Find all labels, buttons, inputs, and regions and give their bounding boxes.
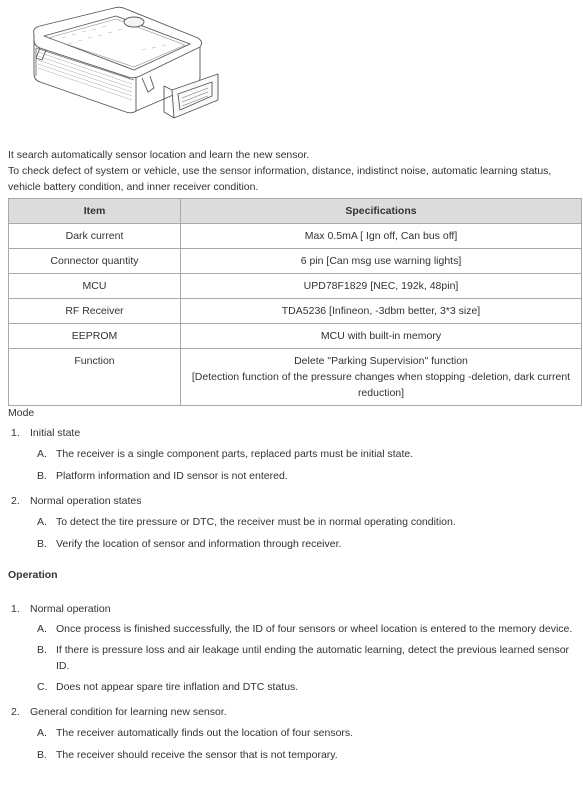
cell-spec [181,349,582,406]
cell-item: Dark current [9,224,181,249]
sub-text: To detect the tire pressure or DTC, the receiver must be in normal operating condition. [56,516,456,528]
item-number: 2. [11,706,20,718]
function-detail: [Detection function of the pressure changes when stopping -deletion, dark current reduction] [191,371,571,399]
function-line: Delete "Parking Supervision" function [294,355,468,367]
sub-text: The receiver automatically finds out the location of four sensors. [56,727,354,739]
sub-text: The receiver should receive the sensor that is not temporary. [56,749,338,761]
mode-section [8,404,578,552]
sub-item [30,725,578,741]
sub-list [30,514,578,552]
sub-text: Does not appear spare tire inflation and DTC status. [56,681,299,693]
spec-table [8,198,582,406]
item-label: Initial state [30,427,81,439]
sub-item [30,514,578,530]
sub-item [30,536,578,552]
table-row [9,249,582,274]
header-item: Item [9,199,181,224]
sub-text: Platform information and ID sensor is not entered. [56,470,288,482]
item-label: Normal operation states [30,495,142,507]
sub-letter: B. [37,749,47,761]
cell-spec: UPD78F1829 [NEC, 192k, 48pin] [181,274,582,299]
sub-letter: C. [37,681,48,693]
sub-item [30,679,578,695]
operation-section [8,566,578,763]
list-item [8,493,578,552]
cell-spec: TDA5236 [Infineon, -3dbm better, 3*3 size] [181,299,582,324]
cell-item: MCU [9,274,181,299]
sub-letter: B. [37,538,47,550]
section-title: Mode [8,407,35,419]
numbered-list [8,601,578,763]
sub-letter: A. [37,623,47,635]
sub-letter: A. [37,516,47,528]
sub-item [30,468,578,484]
item-number: 1. [11,427,20,439]
table-header-row [9,199,582,224]
sub-item [30,747,578,763]
item-label: General condition for learning new sensor. [30,706,227,718]
header-specifications: Specifications [181,199,582,224]
sub-letter: A. [37,727,47,739]
section-title: Operation [8,569,58,581]
sub-list [30,446,578,484]
sub-letter: B. [37,644,47,656]
intro-line: To check defect of system or vehicle, use the sensor information, distance, indistinct noise, automatic learning status, [8,165,552,177]
sub-item [30,621,578,637]
table-row [9,224,582,249]
sub-text: If there is pressure loss and air leakage until ending the automatic learning, detect the previous learned sensor ID. [56,644,570,672]
cell-item: Function [9,349,181,406]
intro-text [8,147,578,195]
cell-item: RF Receiver [9,299,181,324]
receiver-illustration [22,4,222,140]
intro-line: It search automatically sensor location and learn the new sensor. [8,149,310,161]
sub-letter: B. [37,470,47,482]
item-label: Normal operation [30,603,111,615]
sub-letter: A. [37,448,47,460]
cell-item: Connector quantity [9,249,181,274]
intro-line: vehicle battery condition, and inner receiver condition. [8,181,259,193]
list-item [8,601,578,695]
list-item [8,704,578,763]
cell-spec: MCU with built-in memory [181,324,582,349]
sub-item [30,642,578,674]
table-row [9,349,582,406]
sub-text: The receiver is a single component parts, replaced parts must be initial state. [56,448,414,460]
cell-spec: Max 0.5mA [ Ign off, Can bus off] [181,224,582,249]
sub-item [30,446,578,462]
cell-item: EEPROM [9,324,181,349]
sub-text: Verify the location of sensor and information through receiver. [56,538,342,550]
item-number: 1. [11,603,20,615]
sub-list [30,725,578,763]
sub-text: Once process is finished successfully, the ID of four sensors or wheel location is entered to the memory device. [56,623,573,635]
numbered-list [8,425,578,552]
cell-spec: 6 pin [Can msg use warning lights] [181,249,582,274]
list-item [8,425,578,484]
table-row [9,324,582,349]
sub-list [30,621,578,695]
table-row [9,274,582,299]
table-row [9,299,582,324]
item-number: 2. [11,495,20,507]
